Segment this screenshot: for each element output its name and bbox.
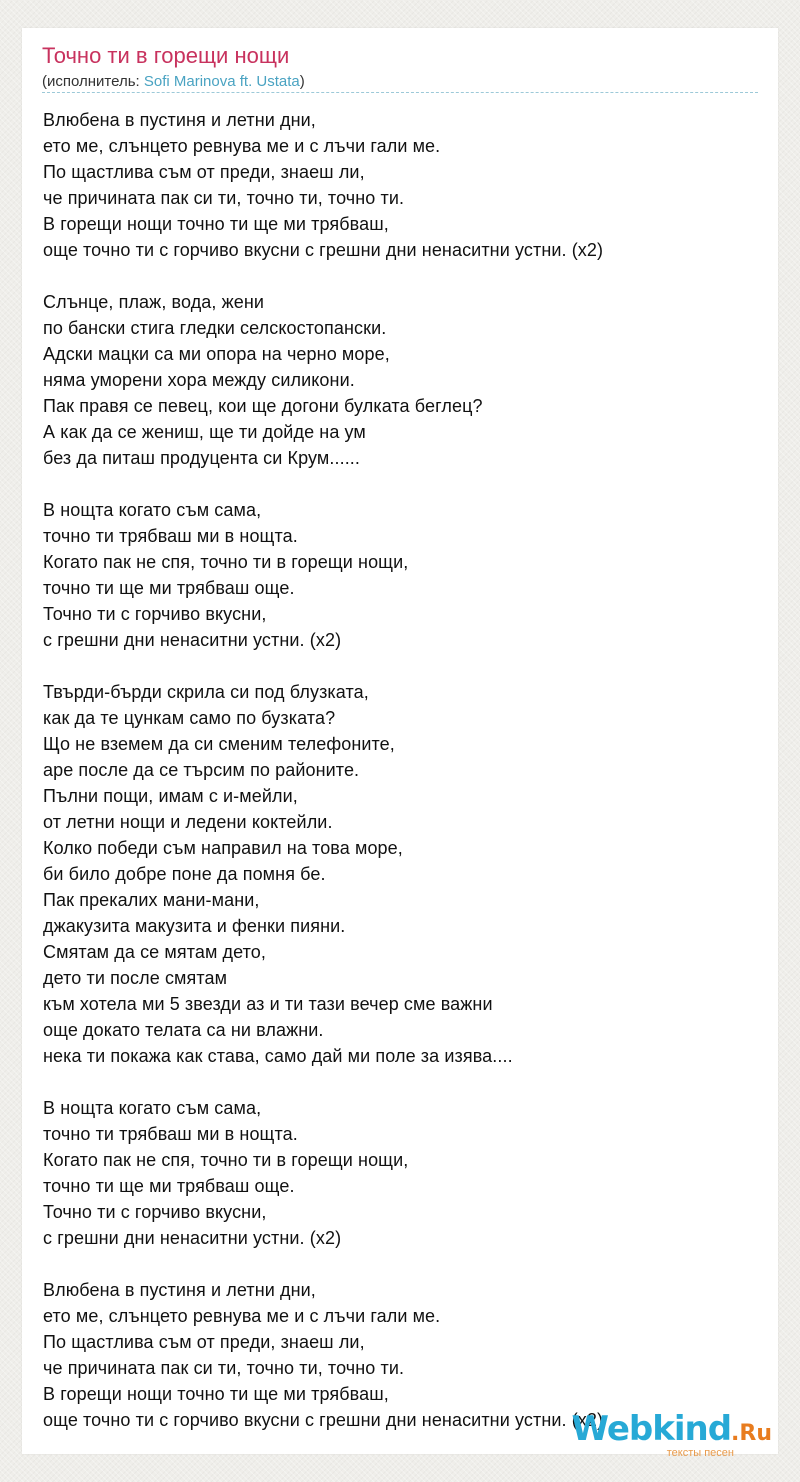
lyrics-line: от летни нощи и ледени коктейли. [43, 812, 333, 832]
lyrics-line: В горещи нощи точно ти ще ми трябваш, [43, 214, 389, 234]
lyrics-line: Слънце, плаж, вода, жени [43, 292, 265, 312]
lyrics-line: дето ти после смятам [43, 968, 228, 988]
lyrics-line: По щастлива съм от преди, знаеш ли, [43, 162, 365, 182]
lyrics-line: В нощта когато съм сама, [43, 500, 262, 520]
lyrics-line: ето ме, слънцето ревнува ме и с лъчи гали ме. [43, 1306, 441, 1326]
lyrics-line: точно ти трябваш ми в нощта. [43, 1124, 298, 1144]
lyrics-line: Точно ти с горчиво вкусни, [43, 1202, 267, 1222]
lyrics-line: А как да се жениш, ще ти дойде на ум [43, 422, 366, 442]
lyrics-line: точно ти ще ми трябваш още. [43, 1176, 295, 1196]
lyrics-line: няма уморени хора между силикони. [43, 370, 355, 390]
lyrics-line: Пак правя се певец, кои ще догони булката беглец? [43, 396, 483, 416]
artist-line [42, 72, 305, 92]
lyrics-line: джакузита макузита и фенки пияни. [43, 916, 346, 936]
lyrics-line: Когато пак не спя, точно ти в горещи нощи, [43, 552, 409, 572]
lyrics-line: Твърди-бърди скрила си под блузката, [43, 682, 369, 702]
lyrics-text [43, 107, 603, 1433]
lyrics-line: още точно ти с горчиво вкусни с грешни дни ненаситни устни. (x2) [43, 240, 604, 260]
lyrics-line: по бански стига гледки селскостопански. [43, 318, 387, 338]
lyrics-line: с грешни дни ненаситни устни. (x2) [43, 630, 342, 650]
lyrics-line: аре после да се търсим по районите. [43, 760, 360, 780]
lyrics-line: че причината пак си ти, точно ти, точно ти. [43, 188, 405, 208]
lyrics-line: как да те цункам само по бузката? [43, 708, 336, 728]
lyrics-line: Пак прекалих мани-мани, [43, 890, 260, 910]
lyrics-line: Влюбена в пустиня и летни дни, [43, 1280, 316, 1300]
lyrics-line: Пълни пощи, имам с и-мейли, [43, 786, 298, 806]
lyrics-line: още докато телата са ни влажни. [43, 1020, 324, 1040]
logo-subtitle: тексты песен [666, 1447, 734, 1459]
lyrics-line: В нощта когато съм сама, [43, 1098, 262, 1118]
lyrics-card [22, 28, 778, 1454]
lyrics-line: би било добре поне да помня бе. [43, 864, 326, 884]
song-title: Точно ти в горещи нощи [42, 43, 290, 68]
lyrics-line: още точно ти с горчиво вкусни с грешни дни ненаситни устни. (x2) [43, 1410, 604, 1430]
lyrics-line: Точно ти с горчиво вкусни, [43, 604, 267, 624]
lyrics-line: точно ти трябваш ми в нощта. [43, 526, 298, 546]
lyrics-line: нека ти покажа как става, само дай ми поле за изява.... [43, 1046, 513, 1066]
logo-main-text: Webkind [571, 1409, 732, 1449]
artist-link[interactable]: Sofi Marinova ft. Ustata [143, 73, 300, 90]
lyrics-line: По щастлива съм от преди, знаеш ли, [43, 1332, 365, 1352]
logo-tld-text: .Ru [731, 1421, 772, 1446]
lyrics-line: към хотела ми 5 звезди аз и ти тази вечер сме важни [43, 994, 493, 1014]
lyrics-line: В горещи нощи точно ти ще ми трябваш, [43, 1384, 389, 1404]
lyrics-line: ето ме, слънцето ревнува ме и с лъчи гали ме. [43, 136, 441, 156]
lyrics-line: с грешни дни ненаситни устни. (x2) [43, 1228, 342, 1248]
lyrics-line: Смятам да се мятам дето, [43, 942, 266, 962]
lyrics-line: Що не вземем да си сменим телефоните, [43, 734, 395, 754]
lyrics-line: Колко победи съм направил на това море, [43, 838, 403, 858]
artist-prefix: (исполнитель: [42, 73, 144, 90]
lyrics-line: Влюбена в пустиня и летни дни, [43, 110, 316, 130]
webkind-logo[interactable] [571, 1409, 772, 1459]
lyrics-line: Когато пак не спя, точно ти в горещи нощи, [43, 1150, 409, 1170]
lyrics-line: без да питаш продуцента си Крум...... [43, 448, 361, 468]
artist-suffix: ) [299, 73, 305, 90]
dashed-divider [42, 92, 758, 93]
lyrics-line: че причината пак си ти, точно ти, точно ти. [43, 1358, 405, 1378]
lyrics-line: точно ти ще ми трябваш още. [43, 578, 295, 598]
lyrics-line: Адски мацки са ми опора на черно море, [43, 344, 390, 364]
